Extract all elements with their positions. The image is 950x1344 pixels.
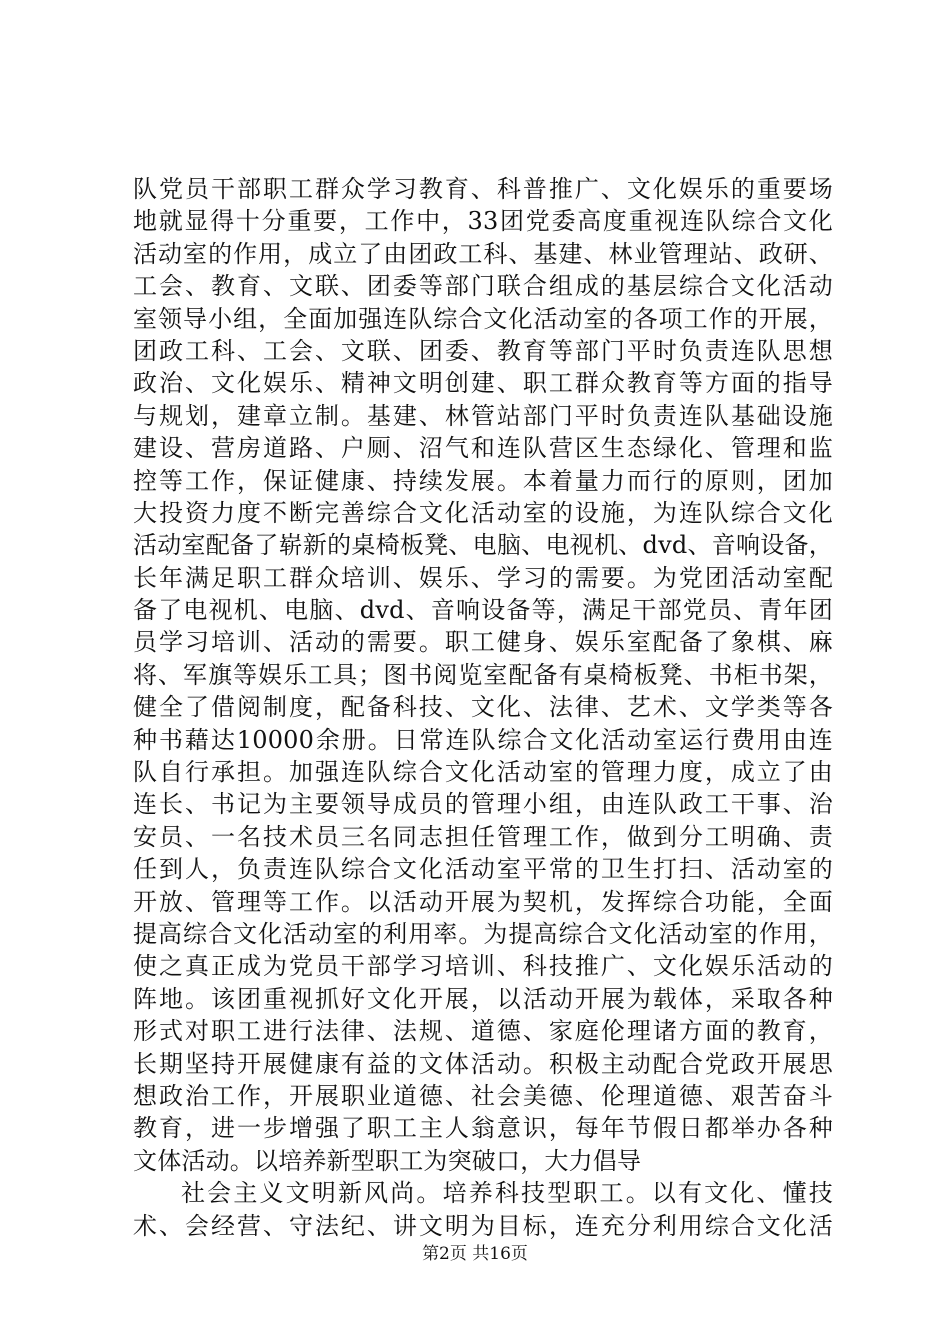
text-line: 地就显得十分重要，工作中，33团党委高度重视连队综合文化: [133, 207, 833, 236]
text-line: 提高综合文化活动室的利用率。为提高综合文化活动室的作用，: [133, 919, 833, 948]
text-line: 形式对职工进行法律、法规、道德、家庭伦理诸方面的教育，: [133, 1017, 833, 1046]
page-number: 第2页 共16页: [422, 1244, 528, 1264]
text-line: 种书藉达10000余册。日常连队综合文化活动室运行费用由连: [133, 725, 833, 754]
text-line: 政治、文化娱乐、精神文明创建、职工群众教育等方面的指导: [133, 369, 833, 398]
text-line: 使之真正成为党员干部学习培训、科技推广、文化娱乐活动的: [133, 952, 833, 981]
text-line: 队党员干部职工群众学习教育、科普推广、文化娱乐的重要场: [133, 175, 833, 203]
text-line: 安员、一名技术员三名同志担任管理工作，做到分工明确、责: [133, 822, 833, 851]
text-line: 文体活动。以培养新型职工为突破口，大力倡导: [133, 1146, 642, 1175]
text-line: 建设、营房道路、户厕、沼气和连队营区生态绿化、管理和监: [133, 434, 833, 463]
text-line: 阵地。该团重视抓好文化开展，以活动开展为载体，采取各种: [133, 984, 833, 1013]
text-line: 健全了借阅制度，配备科技、文化、法律、艺术、文学类等各: [133, 693, 833, 722]
text-line: 想政治工作，开展职业道德、社会美德、伦理道德、艰苦奋斗: [133, 1081, 833, 1110]
text-line: 社会主义文明新风尚。培养科技型职工。以有文化、懂技: [181, 1179, 833, 1208]
text-line: 术、会经营、守法纪、讲文明为目标，连充分利用综合文化活: [133, 1211, 833, 1240]
text-line: 备了电视机、电脑、dvd、音响设备等，满足干部党员、青年团: [133, 596, 833, 625]
text-line: 团政工科、工会、文联、团委、教育等部门平时负责连队思想: [133, 336, 833, 365]
text-line: 开放、管理等工作。以活动开展为契机，发挥综合功能，全面: [133, 887, 833, 916]
text-line: 大投资力度不断完善综合文化活动室的设施，为连队综合文化: [133, 498, 833, 527]
text-line: 员学习培训、活动的需要。职工健身、娱乐室配备了象棋、麻: [133, 628, 833, 657]
text-line: 室领导小组，全面加强连队综合文化活动室的各项工作的开展，: [133, 304, 833, 333]
text-line: 教育，进一步增强了职工主人翁意识，每年节假日都举办各种: [133, 1114, 833, 1143]
text-line: 活动室配备了崭新的桌椅板凳、电脑、电视机、dvd、音响设备，: [133, 531, 833, 560]
text-line: 任到人，负责连队综合文化活动室平常的卫生打扫、活动室的: [133, 855, 833, 884]
text-line: 与规划，建章立制。基建、林管站部门平时负责连队基础设施: [133, 401, 833, 430]
text-line: 队自行承担。加强连队综合文化活动室的管理力度，成立了由: [133, 758, 833, 787]
text-line: 长年满足职工群众培训、娱乐、学习的需要。为党团活动室配: [133, 563, 833, 592]
document-body: [133, 173, 833, 1242]
text-line: 工会、教育、文联、团委等部门联合组成的基层综合文化活动: [133, 272, 833, 301]
text-line: 将、军旗等娱乐工具；图书阅览室配备有桌椅板凳、书柜书架，: [133, 660, 833, 689]
text-line: 长期坚持开展健康有益的文体活动。积极主动配合党政开展思: [133, 1049, 833, 1078]
text-line: 连长、书记为主要领导成员的管理小组，由连队政工干事、治: [133, 790, 833, 819]
text-line: 控等工作，保证健康、持续发展。本着量力而行的原则，团加: [133, 466, 833, 495]
text-line: 活动室的作用，成立了由团政工科、基建、林业管理站、政研、: [133, 239, 833, 268]
